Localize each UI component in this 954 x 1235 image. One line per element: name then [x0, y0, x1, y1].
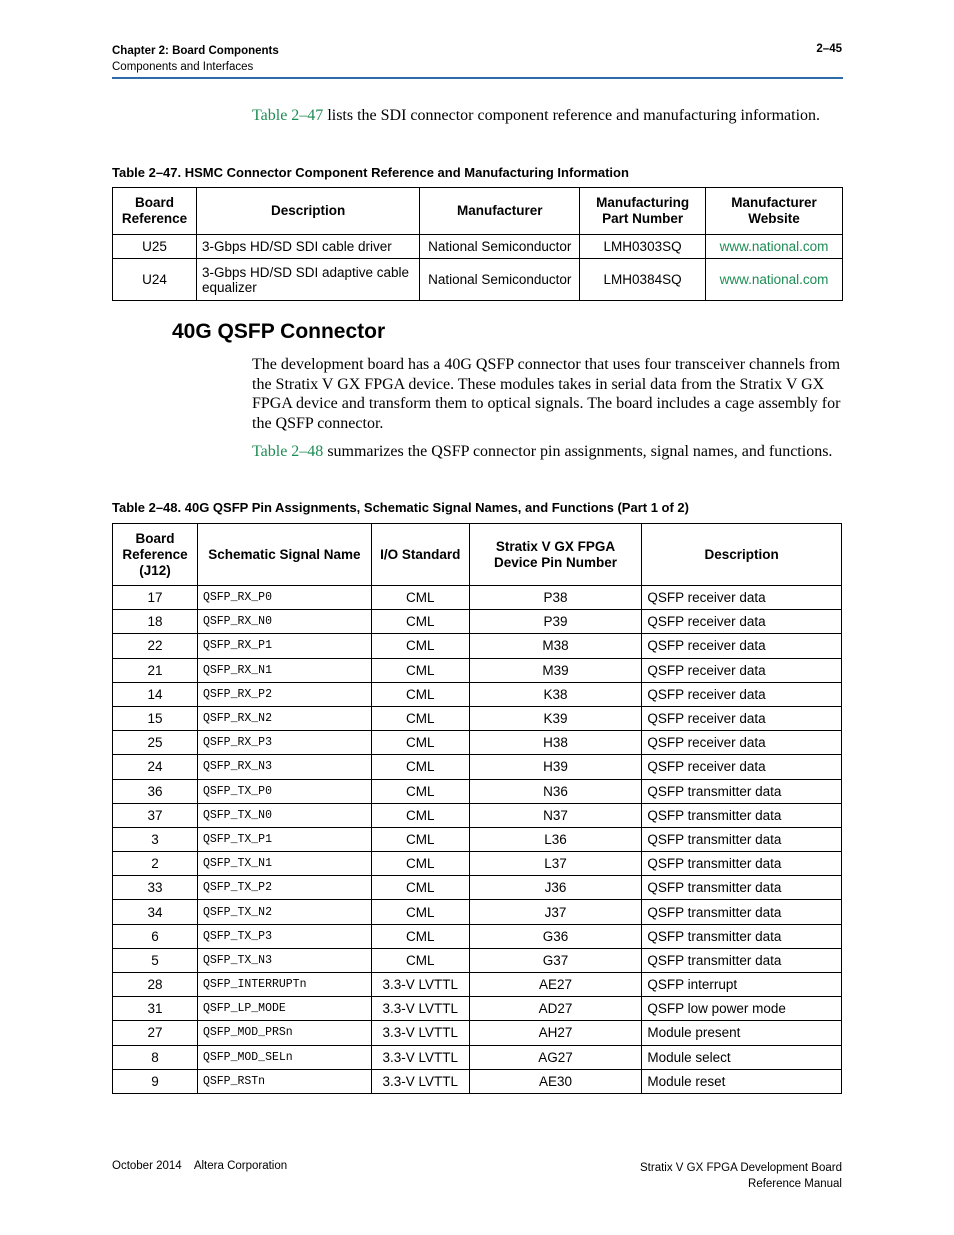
description-cell: 3-Gbps HD/SD SDI adaptive cable equalizer: [196, 259, 419, 301]
table47-header-4: Manufacturer Website: [706, 188, 843, 235]
table-row: [113, 827, 842, 851]
description-cell: QSFP receiver data: [642, 706, 842, 730]
board-reference-cell: 6: [113, 924, 198, 948]
signal-name-cell: QSFP_TX_P0: [197, 779, 371, 803]
io-standard-cell: 3.3-V LVTTL: [371, 1045, 469, 1069]
board-reference-cell: 15: [113, 706, 198, 730]
section-title: Components and Interfaces: [112, 61, 254, 73]
board-reference-cell: 34: [113, 900, 198, 924]
io-standard-cell: CML: [371, 924, 469, 948]
io-standard-cell: CML: [371, 779, 469, 803]
pin-number-cell: M38: [469, 634, 642, 658]
description-cell: QSFP receiver data: [642, 586, 842, 610]
page-number: 2–45: [816, 43, 842, 55]
table48-header-0: Board Reference (J12): [113, 524, 198, 586]
board-reference-cell: 2: [113, 852, 198, 876]
running-header: [112, 43, 279, 75]
table-row: [113, 706, 842, 730]
description-cell: QSFP transmitter data: [642, 948, 842, 972]
io-standard-cell: CML: [371, 827, 469, 851]
description-cell: QSFP transmitter data: [642, 827, 842, 851]
manufacturer-cell: National Semiconductor: [420, 259, 580, 301]
table-row: [113, 731, 842, 755]
description-cell: QSFP receiver data: [642, 731, 842, 755]
table-row: [113, 586, 842, 610]
description-cell: QSFP transmitter data: [642, 924, 842, 948]
table-row: [113, 658, 842, 682]
board-reference-cell: 17: [113, 586, 198, 610]
signal-name-cell: QSFP_INTERRUPTn: [197, 973, 371, 997]
signal-name-cell: QSFP_TX_P2: [197, 876, 371, 900]
pin-number-cell: G36: [469, 924, 642, 948]
board-reference-cell: 3: [113, 827, 198, 851]
table48-header-4: Description: [642, 524, 842, 586]
table47-header-1: Description: [196, 188, 419, 235]
pin-number-cell: AE30: [469, 1069, 642, 1093]
header-rule: [112, 77, 843, 79]
io-standard-cell: 3.3-V LVTTL: [371, 997, 469, 1021]
signal-name-cell: QSFP_MOD_SELn: [197, 1045, 371, 1069]
table47-header-2: Manufacturer: [420, 188, 580, 235]
io-standard-cell: CML: [371, 948, 469, 972]
footer-right: [640, 1160, 842, 1192]
footer-left: October 2014 Altera Corporation: [112, 1160, 288, 1172]
board-reference-cell: 25: [113, 731, 198, 755]
board-reference-cell: 21: [113, 658, 198, 682]
table-row: [113, 1021, 842, 1045]
table48-header-3: Stratix V GX FPGA Device Pin Number: [469, 524, 642, 586]
signal-name-cell: QSFP_TX_P1: [197, 827, 371, 851]
table-48-header-row: [113, 524, 842, 586]
signal-name-cell: QSFP_RX_P1: [197, 634, 371, 658]
board-reference-cell: 28: [113, 973, 198, 997]
board-reference-cell: 9: [113, 1069, 198, 1093]
table-row: [113, 948, 842, 972]
section-paragraph-1: The development board has a 40G QSFP connector that uses four transceiver channels from the Stratix V GX FPGA device. These modules takes in serial data from the Stratix V GX FPGA device and transform them to optical signals. The board includes a cage assembly for the QSFP connector.: [252, 356, 841, 432]
manufacturer-cell: National Semiconductor: [420, 235, 580, 259]
section-heading: 40G QSFP Connector: [172, 320, 386, 343]
signal-name-cell: QSFP_RX_N0: [197, 610, 371, 634]
board-reference-cell: U24: [113, 259, 197, 301]
board-reference-cell: 33: [113, 876, 198, 900]
part-number-cell: LMH0384SQ: [580, 259, 706, 301]
table48-header-2: I/O Standard: [371, 524, 469, 586]
chapter-title: Chapter 2: Board Components: [112, 45, 279, 57]
board-reference-cell: 27: [113, 1021, 198, 1045]
pin-number-cell: P39: [469, 610, 642, 634]
board-reference-cell: 5: [113, 948, 198, 972]
pin-number-cell: N37: [469, 803, 642, 827]
pin-number-cell: N36: [469, 779, 642, 803]
footer-doc-title: Stratix V GX FPGA Development Board: [640, 1162, 842, 1174]
table-row: [113, 803, 842, 827]
table-row: [113, 852, 842, 876]
table-row: [113, 1069, 842, 1093]
io-standard-cell: CML: [371, 900, 469, 924]
description-cell: QSFP transmitter data: [642, 779, 842, 803]
table-row: [113, 235, 843, 259]
signal-name-cell: QSFP_RX_N1: [197, 658, 371, 682]
io-standard-cell: 3.3-V LVTTL: [371, 1069, 469, 1093]
pin-number-cell: H39: [469, 755, 642, 779]
pin-number-cell: AE27: [469, 973, 642, 997]
signal-name-cell: QSFP_TX_N3: [197, 948, 371, 972]
table-2-48-link[interactable]: Table 2–48: [252, 443, 324, 460]
board-reference-cell: 37: [113, 803, 198, 827]
signal-name-cell: QSFP_TX_N1: [197, 852, 371, 876]
description-cell: QSFP transmitter data: [642, 900, 842, 924]
pin-number-cell: K38: [469, 682, 642, 706]
description-cell: QSFP receiver data: [642, 610, 842, 634]
io-standard-cell: 3.3-V LVTTL: [371, 973, 469, 997]
signal-name-cell: QSFP_RX_P0: [197, 586, 371, 610]
table-48: [112, 523, 842, 1094]
description-cell: QSFP transmitter data: [642, 876, 842, 900]
board-reference-cell: 18: [113, 610, 198, 634]
description-cell: Module present: [642, 1021, 842, 1045]
table47-header-0: Board Reference: [113, 188, 197, 235]
para2-text: summarizes the QSFP connector pin assignments, signal names, and functions.: [323, 443, 833, 460]
board-reference-cell: U25: [113, 235, 197, 259]
pin-number-cell: AH27: [469, 1021, 642, 1045]
signal-name-cell: QSFP_LP_MODE: [197, 997, 371, 1021]
pin-number-cell: H38: [469, 731, 642, 755]
pin-number-cell: L37: [469, 852, 642, 876]
signal-name-cell: QSFP_MOD_PRSn: [197, 1021, 371, 1045]
board-reference-cell: 31: [113, 997, 198, 1021]
table-row: [113, 779, 842, 803]
part-number-cell: LMH0303SQ: [580, 235, 706, 259]
board-reference-cell: 22: [113, 634, 198, 658]
io-standard-cell: CML: [371, 731, 469, 755]
io-standard-cell: CML: [371, 586, 469, 610]
board-reference-cell: 36: [113, 779, 198, 803]
pin-number-cell: AD27: [469, 997, 642, 1021]
pin-number-cell: L36: [469, 827, 642, 851]
intro-text: lists the SDI connector component reference and manufacturing information.: [323, 107, 821, 124]
io-standard-cell: CML: [371, 803, 469, 827]
board-reference-cell: 8: [113, 1045, 198, 1069]
signal-name-cell: QSFP_RSTn: [197, 1069, 371, 1093]
table-48-caption: Table 2–48. 40G QSFP Pin Assignments, Schematic Signal Names, and Functions (Part 1 of 2): [112, 500, 689, 515]
website-link[interactable]: www.national.com: [706, 259, 843, 301]
table-row: [113, 876, 842, 900]
pin-number-cell: J37: [469, 900, 642, 924]
signal-name-cell: QSFP_TX_N2: [197, 900, 371, 924]
io-standard-cell: CML: [371, 876, 469, 900]
pin-number-cell: AG27: [469, 1045, 642, 1069]
description-cell: QSFP low power mode: [642, 997, 842, 1021]
description-cell: QSFP receiver data: [642, 658, 842, 682]
footer-doc-type: Reference Manual: [748, 1178, 842, 1190]
table48-header-1: Schematic Signal Name: [197, 524, 371, 586]
signal-name-cell: QSFP_TX_N0: [197, 803, 371, 827]
pin-number-cell: P38: [469, 586, 642, 610]
website-link[interactable]: www.national.com: [706, 235, 843, 259]
io-standard-cell: CML: [371, 755, 469, 779]
board-reference-cell: 24: [113, 755, 198, 779]
board-reference-cell: 14: [113, 682, 198, 706]
table-row: [113, 259, 843, 301]
io-standard-cell: CML: [371, 634, 469, 658]
io-standard-cell: 3.3-V LVTTL: [371, 1021, 469, 1045]
signal-name-cell: QSFP_RX_P2: [197, 682, 371, 706]
table-row: [113, 682, 842, 706]
signal-name-cell: QSFP_RX_P3: [197, 731, 371, 755]
table-row: [113, 1045, 842, 1069]
table-2-47-link[interactable]: Table 2–47: [252, 107, 324, 124]
signal-name-cell: QSFP_TX_P3: [197, 924, 371, 948]
description-cell: QSFP receiver data: [642, 634, 842, 658]
io-standard-cell: CML: [371, 706, 469, 730]
section-paragraph-2: [252, 442, 844, 462]
description-cell: Module reset: [642, 1069, 842, 1093]
table-47: [112, 187, 843, 301]
signal-name-cell: QSFP_RX_N3: [197, 755, 371, 779]
io-standard-cell: CML: [371, 610, 469, 634]
description-cell: QSFP transmitter data: [642, 803, 842, 827]
description-cell: QSFP receiver data: [642, 755, 842, 779]
description-cell: QSFP interrupt: [642, 973, 842, 997]
table-row: [113, 924, 842, 948]
table-row: [113, 997, 842, 1021]
description-cell: QSFP transmitter data: [642, 852, 842, 876]
io-standard-cell: CML: [371, 682, 469, 706]
table-47-header-row: [113, 188, 843, 235]
table47-header-3: Manufacturing Part Number: [580, 188, 706, 235]
io-standard-cell: CML: [371, 658, 469, 682]
signal-name-cell: QSFP_RX_N2: [197, 706, 371, 730]
table-row: [113, 634, 842, 658]
table-47-caption: Table 2–47. HSMC Connector Component Reference and Manufacturing Information: [112, 165, 629, 180]
table-row: [113, 755, 842, 779]
pin-number-cell: M39: [469, 658, 642, 682]
pin-number-cell: K39: [469, 706, 642, 730]
table-row: [113, 973, 842, 997]
table-row: [113, 610, 842, 634]
pin-number-cell: J36: [469, 876, 642, 900]
io-standard-cell: CML: [371, 852, 469, 876]
table-row: [113, 900, 842, 924]
pin-number-cell: G37: [469, 948, 642, 972]
description-cell: QSFP receiver data: [642, 682, 842, 706]
description-cell: 3-Gbps HD/SD SDI cable driver: [196, 235, 419, 259]
description-cell: Module select: [642, 1045, 842, 1069]
intro-paragraph: [252, 106, 844, 126]
